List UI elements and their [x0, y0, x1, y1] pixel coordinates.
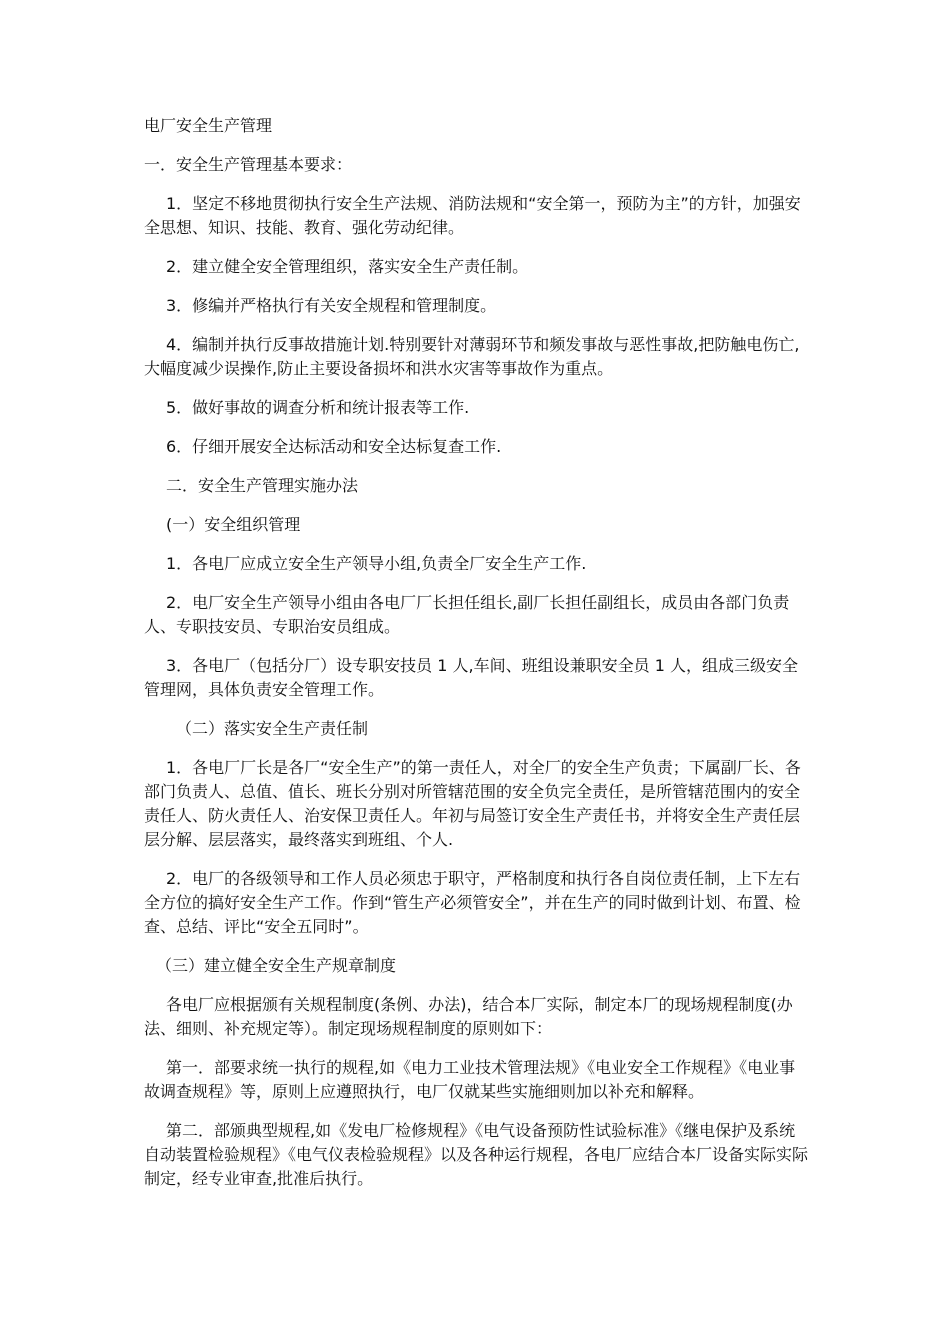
- paragraph: 4．编制并执行反事故措施计划.特别要针对薄弱环节和频发事故与恶性事故,把防触电伤亡,大幅度减少误操作,防止主要设备损坏和洪水灾害等事故作为重点。: [144, 335, 800, 378]
- paragraph: 5．做好事故的调查分析和统计报表等工作.: [166, 398, 470, 417]
- paragraph: 第二．部颁典型规程,如《发电厂检修规程》《电气设备预防性试验标准》《继电保护及系统自动装置检验规程》《电气仪表检验规程》以及各种运行规程，各电厂应结合本厂设备实际实际制定，经专业审查,批准后执行。: [144, 1121, 809, 1188]
- paragraph: 2．建立健全安全管理组织，落实安全生产责任制。: [166, 257, 529, 276]
- document-body: [144, 114, 808, 1206]
- paragraph: 1．坚定不移地贯彻执行安全生产法规、消防法规和“安全第一，预防为主”的方针，加强安全思想、知识、技能、教育、强化劳动纪律。: [144, 194, 801, 237]
- paragraph: 3．各电厂（包括分厂）设专职安技员 1 人,车间、班组设兼职安全员 1 人，组成三级安全管理网，具体负责安全管理工作。: [144, 656, 798, 699]
- paragraph: 2．电厂安全生产领导小组由各电厂厂长担任组长,副厂长担任副组长，成员由各部门负责人、专职技安员、专职治安员组成。: [144, 593, 790, 636]
- subsection-heading-regulations: （三）建立健全安全生产规章制度: [156, 956, 397, 975]
- paragraph: 1．各电厂厂长是各厂“安全生产”的第一责任人，对全厂的安全生产负责；下属副厂长、各部门负责人、总值、值长、班长分别对所管辖范围的安全负完全责任，是所管辖范围内的安全责任人、防火责任人、治安保卫责任人。年初与局签订安全生产责任书，并将安全生产责任层层分解、层层落实，最终落实到班组、个人.: [144, 758, 801, 849]
- paragraph: 第一．部要求统一执行的规程,如《电力工业技术管理法规》《电业安全工作规程》《电业事故调查规程》等，原则上应遵照执行，电厂仅就某些实施细则加以补充和解释。: [144, 1058, 796, 1101]
- paragraph: 6．仔细开展安全达标活动和安全达标复查工作.: [166, 437, 502, 456]
- document-title: 电厂安全生产管理: [144, 116, 273, 135]
- section-heading-measures: 二．安全生产管理实施办法: [166, 476, 359, 495]
- paragraph: 2．电厂的各级领导和工作人员必须忠于职守，严格制度和执行各自岗位责任制，上下左右全方位的搞好安全生产工作。作到“管生产必须管安全”，并在生产的同时做到计划、布置、检查、总结、评比“安全五同时”。: [144, 869, 801, 936]
- subsection-heading-organization: (一）安全组织管理: [166, 515, 301, 534]
- paragraph: 各电厂应根据颁有关规程制度(条例、办法)，结合本厂实际，制定本厂的现场规程制度(办法、细则、补充规定等）。制定现场规程制度的原则如下：: [144, 995, 793, 1038]
- section-heading-requirements: 一．安全生产管理基本要求：: [144, 155, 353, 174]
- paragraph: 3．修编并严格执行有关安全规程和管理制度。: [166, 296, 497, 315]
- subsection-heading-responsibility: （二）落实安全生产责任制: [176, 719, 369, 738]
- paragraph: 1．各电厂应成立安全生产领导小组,负责全厂安全生产工作.: [166, 554, 587, 573]
